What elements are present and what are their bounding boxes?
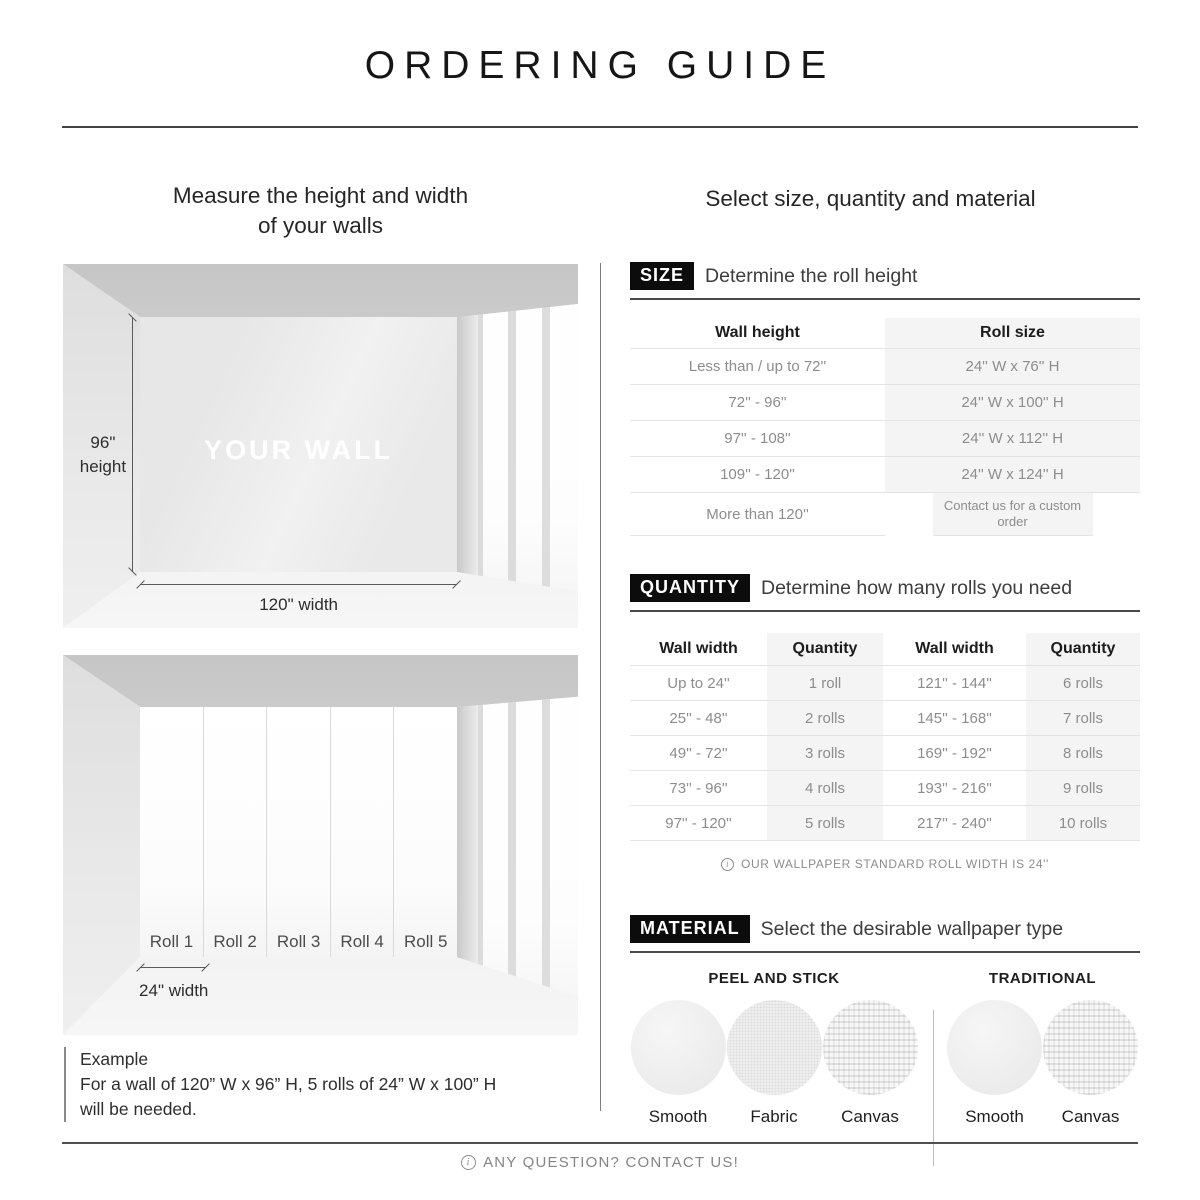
swatch-option <box>630 1000 726 1127</box>
material-subtitle: Select the desirable wallpaper type <box>760 917 1064 940</box>
qty-cell: 217'' - 240'' <box>883 806 1026 841</box>
wallpaper-rolls <box>140 707 457 957</box>
size-subtitle: Determine the roll height <box>705 264 918 287</box>
qty-cell: 25'' - 48'' <box>630 701 767 736</box>
size-section <box>630 262 1140 536</box>
width-label: 120" width <box>259 595 339 615</box>
info-icon: i <box>461 1155 476 1170</box>
info-icon: i <box>721 858 734 871</box>
roll-panel <box>140 707 204 957</box>
qty-cell: 73'' - 96'' <box>630 771 767 806</box>
measure-heading <box>62 181 579 241</box>
example-line2: will be needed. <box>80 1099 197 1119</box>
size-table <box>630 318 1140 536</box>
swatch-label: Smooth <box>965 1107 1024 1126</box>
qty-cell: 49'' - 72'' <box>630 736 767 771</box>
roll-panel <box>394 707 457 957</box>
size-cell: 24'' W x 76'' H <box>885 349 1140 385</box>
roll-width-note-text: OUR WALLPAPER STANDARD ROLL WIDTH IS 24'' <box>741 857 1049 871</box>
size-cell: More than 120'' <box>630 493 885 536</box>
quantity-section <box>630 574 1140 871</box>
height-word: height <box>79 457 127 477</box>
material-badge: MATERIAL <box>630 915 750 943</box>
page-title: ORDERING GUIDE <box>364 44 836 87</box>
swatch-smooth <box>631 1000 726 1095</box>
qty-cell: 10 rolls <box>1026 806 1140 841</box>
swatch-row <box>630 1000 918 1127</box>
qty-cell: 121'' - 144'' <box>883 666 1026 701</box>
qty-col-header: Wall width <box>630 633 767 666</box>
qty-col-header: Wall width <box>883 633 1026 666</box>
material-group-peel-and-stick <box>630 970 918 1127</box>
example-block <box>64 1047 544 1122</box>
column-divider <box>600 263 601 1111</box>
window-pane <box>550 655 578 1035</box>
roll-label: Roll 1 <box>149 932 194 952</box>
swatch-canvas <box>823 1000 918 1095</box>
footer <box>0 1154 1200 1171</box>
roll-panel <box>267 707 331 957</box>
size-cell: 24'' W x 124'' H <box>885 457 1140 493</box>
size-cell: Less than / up to 72'' <box>630 349 885 385</box>
qty-cell: 169'' - 192'' <box>883 736 1026 771</box>
size-cell: Contact us for a custom order <box>933 493 1093 536</box>
size-cell: 24'' W x 112'' H <box>885 421 1140 457</box>
material-group-title: PEEL AND STICK <box>708 970 840 987</box>
window-pane <box>483 264 509 628</box>
roll-panel <box>331 707 395 957</box>
size-col-header: Roll size <box>885 318 1140 349</box>
qty-cell: 97'' - 120'' <box>630 806 767 841</box>
swatch-label: Smooth <box>648 1107 708 1126</box>
swatch-canvas <box>1043 1000 1138 1095</box>
swatch-fabric <box>727 1000 822 1095</box>
example-line1: For a wall of 120” W x 96” H, 5 rolls of 24” W x 100” H <box>80 1074 497 1094</box>
roll-panel <box>204 707 268 957</box>
material-group-title: TRADITIONAL <box>988 970 1097 987</box>
qty-cell: Up to 24'' <box>630 666 767 701</box>
window-pane <box>550 264 578 628</box>
qty-cell: 3 rolls <box>767 736 883 771</box>
swatch-label: Canvas <box>1061 1107 1120 1126</box>
roll-label: Roll 3 <box>276 932 321 952</box>
window-pane <box>516 264 542 628</box>
qty-cell: 4 rolls <box>767 771 883 806</box>
roll-width-note <box>630 857 1140 871</box>
roll-width-label: 24" width <box>139 981 209 1001</box>
height-label <box>71 431 135 479</box>
example-title: Example <box>80 1049 149 1069</box>
qty-cell: 5 rolls <box>767 806 883 841</box>
header-divider <box>62 126 1138 128</box>
quantity-badge: QUANTITY <box>630 574 750 602</box>
qty-cell: 2 rolls <box>767 701 883 736</box>
measure-heading-line1: Measure the height and width <box>172 183 469 208</box>
material-options <box>630 970 1140 1150</box>
size-cell: 72'' - 96'' <box>630 385 885 421</box>
size-header <box>630 262 1140 300</box>
roll-label: Roll 5 <box>403 932 448 952</box>
roll-label: Roll 4 <box>340 932 384 952</box>
width-dimension-line <box>140 584 457 585</box>
swatch-row <box>945 1000 1140 1127</box>
swatch-option <box>726 1000 822 1127</box>
swatch-label: Fabric <box>750 1107 798 1126</box>
footer-divider <box>62 1142 1138 1144</box>
swatch-option <box>1043 1000 1139 1127</box>
measure-heading-line2: of your walls <box>257 213 384 238</box>
size-cell: 109'' - 120'' <box>630 457 885 493</box>
swatch-option <box>947 1000 1043 1127</box>
room-illustration-rolls <box>63 655 578 1035</box>
size-col-header: Wall height <box>630 318 885 349</box>
qty-cell: 6 rolls <box>1026 666 1140 701</box>
quantity-header <box>630 574 1140 612</box>
qty-cell: 9 rolls <box>1026 771 1140 806</box>
size-badge: SIZE <box>630 262 694 290</box>
qty-col-header: Quantity <box>767 633 883 666</box>
quantity-table <box>630 633 1140 841</box>
roll-label: Roll 2 <box>213 932 257 952</box>
size-cell: 24'' W x 100'' H <box>885 385 1140 421</box>
swatch-label: Canvas <box>841 1107 899 1126</box>
qty-cell: 145'' - 168'' <box>883 701 1026 736</box>
material-group-traditional <box>945 970 1140 1127</box>
size-cell: 97'' - 108'' <box>630 421 885 457</box>
quantity-subtitle: Determine how many rolls you need <box>761 576 1073 599</box>
qty-cell: 193'' - 216'' <box>883 771 1026 806</box>
height-value: 96" <box>90 433 116 453</box>
qty-cell: 8 rolls <box>1026 736 1140 771</box>
your-wall-label: YOUR WALL <box>204 435 394 466</box>
room-illustration-empty-wall <box>63 264 578 628</box>
qty-cell: 1 roll <box>767 666 883 701</box>
qty-cell: 7 rolls <box>1026 701 1140 736</box>
qty-col-header: Quantity <box>1026 633 1140 666</box>
footer-text: ANY QUESTION? CONTACT US! <box>483 1154 739 1171</box>
select-heading: Select size, quantity and material <box>705 186 1036 211</box>
swatch-smooth <box>947 1000 1042 1095</box>
material-section <box>630 915 1140 1150</box>
material-header <box>630 915 1140 953</box>
roll-width-dimension-line <box>140 967 206 968</box>
swatch-option <box>822 1000 918 1127</box>
